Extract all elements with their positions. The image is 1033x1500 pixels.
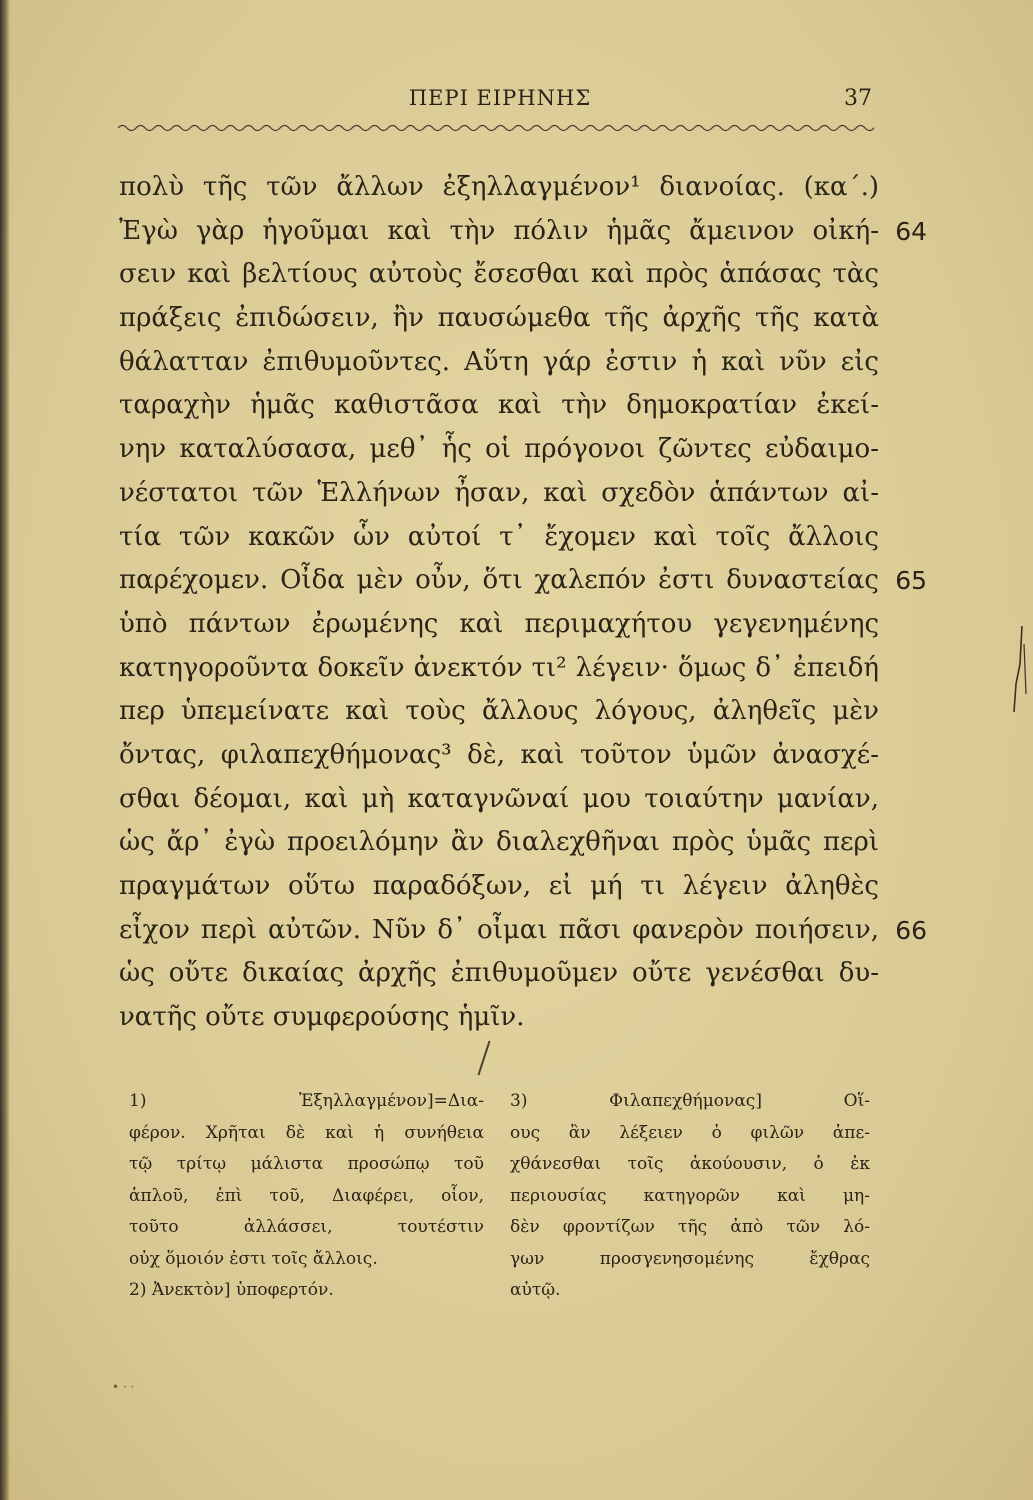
footnote-line: τοῦτο ἀλλάσσει, τουτέστιν: [129, 1217, 484, 1237]
margin-pencil-mark: [1008, 624, 1028, 714]
text-line: [119, 166, 879, 210]
text-line: [119, 952, 879, 996]
footnote-line: περιουσίας κατηγορῶν καὶ μη-: [510, 1185, 870, 1206]
text-line-content: περ ὑπεμείνατε καὶ τοὺς ἄλλους λόγους, ἀληθεῖς μὲν: [119, 696, 879, 727]
text-line: [119, 821, 879, 865]
footnote-line: δὲν φροντίζων τῆς ἀπὸ τῶν λό-: [510, 1217, 870, 1237]
text-line: [119, 253, 879, 297]
text-line-content: πραγμάτων οὕτω παραδόξων, εἰ μή τι λέγειν ἀληθὲς: [119, 871, 879, 901]
text-line-content: παρέχομεν. Οἶδα μὲν οὖν, ὅτι χαλεπόν ἐστι δυναστείας: [119, 565, 879, 596]
text-line: [119, 996, 879, 1040]
running-head: [120, 86, 880, 116]
text-line: [119, 865, 879, 909]
text-line: [119, 647, 879, 691]
text-line-content: σειν καὶ βελτίους αὐτοὺς ἔσεσθαι καὶ πρὸς ἁπάσας τὰς: [119, 259, 879, 290]
text-line-content: σθαι δέομαι, καὶ μὴ καταγνῶναί μου τοιαύτην μανίαν,: [119, 783, 879, 814]
running-head-title: ΠΕΡΙ ΕΙΡΗΝΗΣ: [408, 86, 592, 110]
text-line-content: εἶχον περὶ αὐτῶν. Νῦν δ᾽ οἶμαι πᾶσι φανερὸν ποιήσειν,: [119, 914, 879, 945]
text-line-content: ὡς ἄρ᾽ ἐγὼ προειλόμην ἂν διαλεχθῆναι πρὸς ὑμᾶς περὶ: [119, 827, 879, 858]
text-line: [119, 384, 879, 428]
footnotes-left-column: [129, 1086, 484, 1307]
text-line-content: ταραχὴν ἡμᾶς καθιστᾶσα καὶ τὴν δημοκρατίαν ἐκεί-: [119, 390, 879, 421]
text-line: [119, 516, 879, 560]
text-line: [119, 428, 879, 472]
text-line-content: πράξεις ἐπιδώσειν, ἢν παυσώμεθα τῆς ἀρχῆς τῆς κατὰ: [119, 303, 879, 334]
text-line: [119, 341, 879, 385]
footnote-line: οὐχ ὅμοιόν ἐστι τοῖς ἄλλοις.: [129, 1248, 378, 1269]
text-line: [119, 603, 879, 647]
footnote-line: τῷ τρίτῳ μάλιστα προσώπῳ τοῦ: [129, 1154, 484, 1174]
ink-specks: • · ·: [112, 1380, 135, 1394]
text-line-content: θάλατταν ἐπιθυμοῦντες. Αὕτη γάρ ἐστιν ἡ καὶ νῦν εἰς: [119, 346, 879, 377]
main-text: [119, 166, 927, 1040]
text-line-content: νην καταλύσασα, μεθ᾽ ἧς οἱ πρόγονοι ζῶντες εὐδαιμο-: [119, 434, 879, 465]
text-line-content: Ἐγὼ γὰρ ἡγοῦμαι καὶ τὴν πόλιν ἡμᾶς ἄμεινον οἰκή-: [119, 215, 879, 246]
text-line: [119, 690, 879, 734]
text-line: [119, 297, 879, 341]
page-number: 37: [844, 86, 872, 111]
text-line-content: τία τῶν κακῶν ὧν αὐτοί τ᾽ ἔχομεν καὶ τοῖς ἄλλοις: [119, 521, 879, 552]
section-margin-number: 65: [895, 566, 927, 596]
footnote-divider: [477, 1041, 490, 1076]
text-line: [119, 778, 879, 822]
text-line: [119, 472, 879, 516]
text-line: [119, 559, 927, 603]
text-line-content: ὄντας, φιλαπεχθήμονας³ δὲ, καὶ τοῦτον ὑμῶν ἀνασχέ-: [119, 739, 879, 770]
page-spine-shadow: [0, 0, 10, 1500]
footnote-line: φέρον. Χρῆται δὲ καὶ ἡ συνήθεια: [129, 1122, 484, 1143]
footnote-line: ἁπλοῦ, ἐπὶ τοῦ, Διαφέρει, οἷον,: [129, 1185, 484, 1206]
footnote-line: γων προσγενησομένης ἔχθρας: [510, 1248, 870, 1269]
text-line-content: νατῆς οὔτε συμφερούσης ἡμῖν.: [119, 1002, 525, 1033]
footnote-line: αὐτῷ.: [510, 1280, 561, 1300]
footnote-line: 3) Φιλαπεχθήμονας] Οἵ-: [510, 1091, 870, 1111]
section-margin-number: 66: [895, 915, 927, 945]
text-line-content: ὡς οὔτε δικαίας ἀρχῆς ἐπιθυμοῦμεν οὔτε γενέσθαι δυ-: [119, 958, 879, 989]
footnote-line: 2) Ἀνεκτὸν] ὑποφερτόν.: [129, 1280, 334, 1300]
text-line: [119, 909, 927, 953]
footnotes-right-column: [510, 1086, 870, 1307]
footnote-line: 1) Ἐξηλλαγμένον]=Δια-: [129, 1091, 484, 1111]
text-line: [119, 210, 927, 254]
text-line-content: νέστατοι τῶν Ἑλλήνων ἦσαν, καὶ σχεδὸν ἁπάντων αἰ-: [119, 477, 879, 508]
header-wavy-rule: [118, 122, 874, 134]
footnote-line: χθάνεσθαι τοῖς ἀκούουσιν, ὁ ἐκ: [510, 1154, 870, 1174]
text-line-content: πολὺ τῆς τῶν ἄλλων ἐξηλλαγμένον¹ διανοίας. (κα΄.): [119, 172, 879, 202]
text-line: [119, 734, 879, 778]
section-margin-number: 64: [895, 216, 927, 246]
footnote-line: ους ἂν λέξειεν ὁ φιλῶν ἀπε-: [510, 1122, 870, 1143]
text-line-content: ὑπὸ πάντων ἐρωμένης καὶ περιμαχήτου γεγενημένης: [119, 608, 879, 639]
text-line-content: κατηγοροῦντα δοκεῖν ἀνεκτόν τι² λέγειν· ὅμως δ᾽ ἐπειδή: [119, 652, 879, 683]
